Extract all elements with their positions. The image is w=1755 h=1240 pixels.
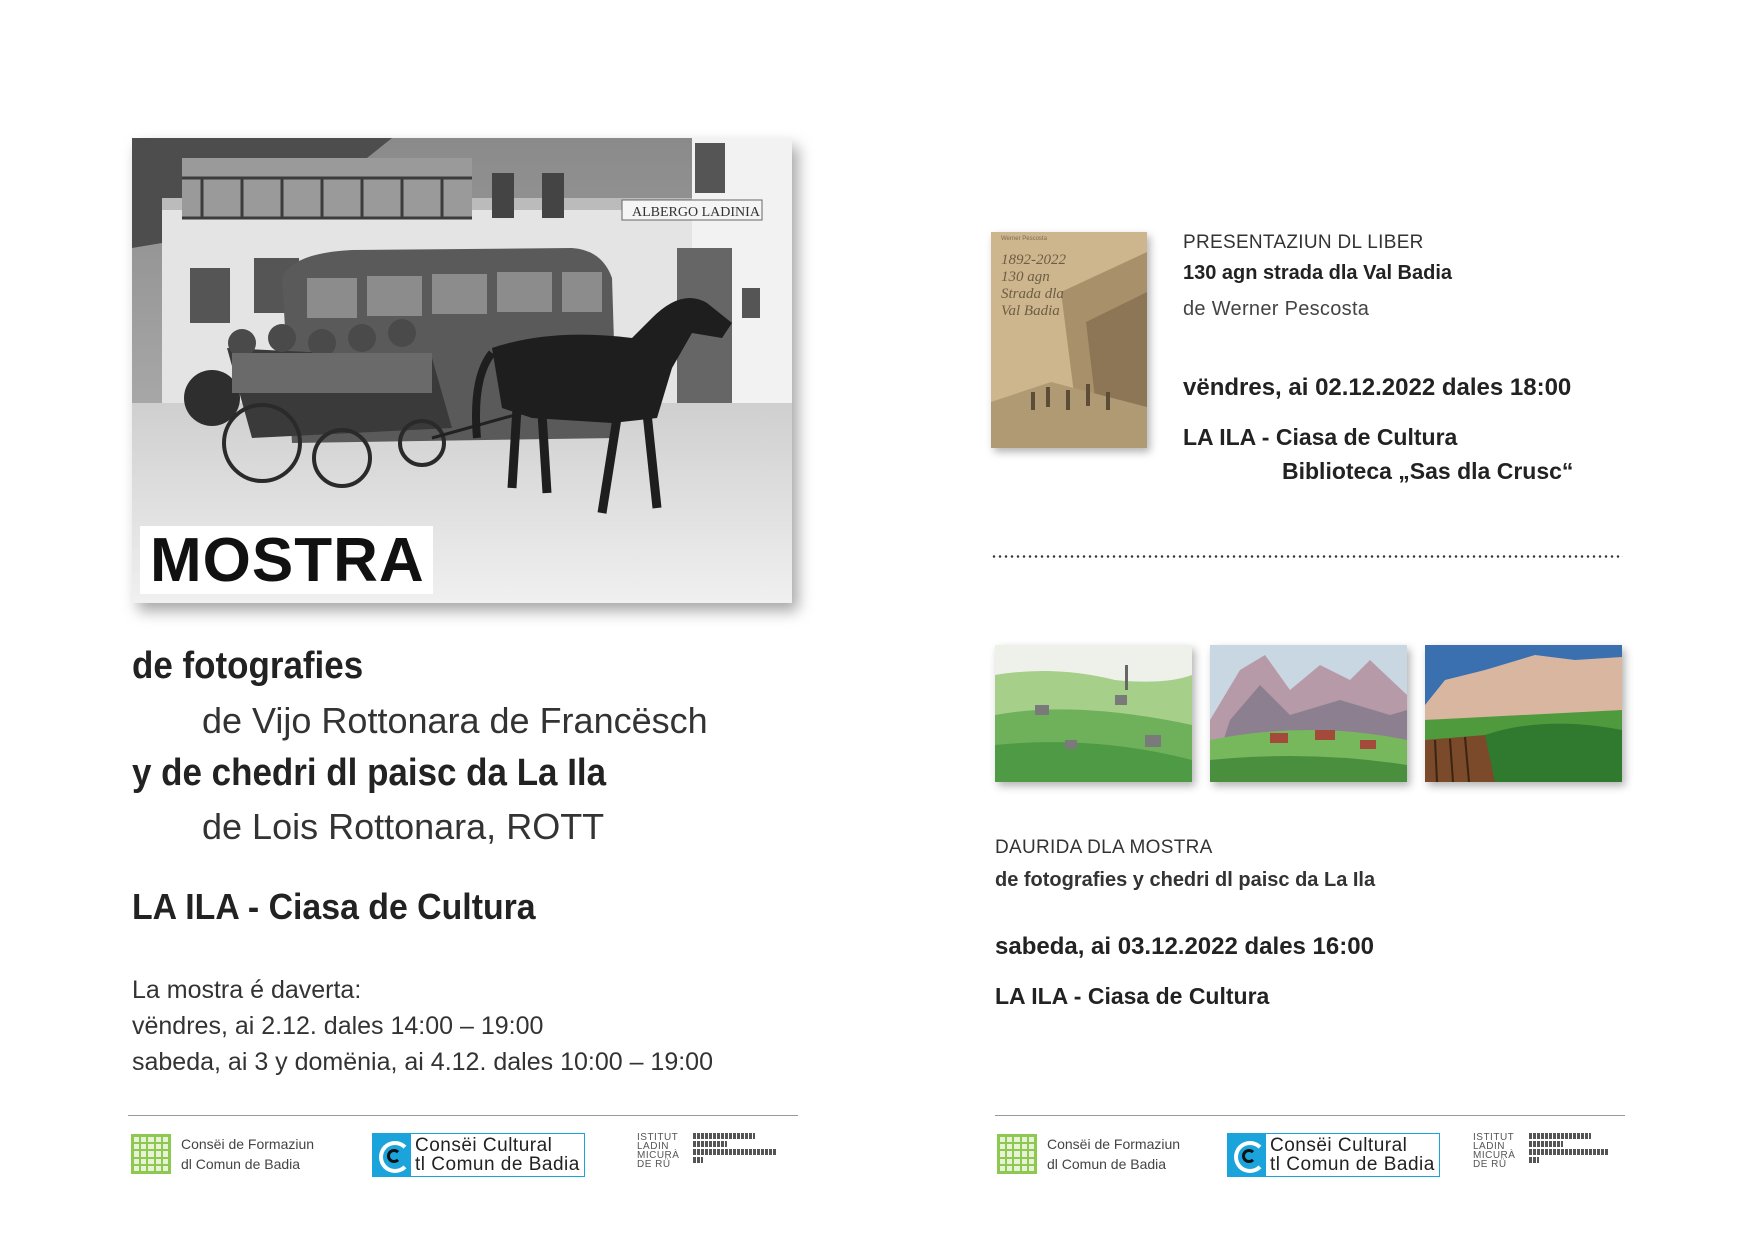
logo-cf-line1: Consëi de Formaziun xyxy=(1047,1136,1181,1152)
logo-cc-line2: tl Comun de Badia xyxy=(415,1154,580,1175)
left-footer-divider xyxy=(128,1115,798,1116)
book-author: de Werner Pescosta xyxy=(1183,298,1370,320)
book-cover-line3: Strada dla xyxy=(1001,286,1064,302)
logo-ist-line2: LADIN xyxy=(1473,1141,1505,1152)
logo-cf-line2: dl Comun de Badia xyxy=(181,1156,301,1172)
book-cover-line2: 130 agn xyxy=(1001,269,1050,285)
heading-photographs: de fotografies xyxy=(132,645,364,687)
logo-ist-line4: DE RÜ xyxy=(1473,1159,1507,1170)
exhibition-venue: LA ILA - Ciasa de Cultura xyxy=(132,886,536,927)
green-grid-icon xyxy=(997,1134,1037,1174)
logo-consei-cultural-right xyxy=(1227,1133,1440,1177)
opening-hours-intro: La mostra é daverta: xyxy=(132,976,362,1004)
opening-hours-line2: sabeda, ai 3 y domënia, ai 4.12. dales 10:00 – 19:00 xyxy=(132,1048,713,1076)
logo-consei-cultural-left xyxy=(372,1133,585,1177)
book-presentation-date: vëndres, ai 02.12.2022 dales 18:00 xyxy=(1183,374,1572,401)
book-cover-title xyxy=(1001,252,1066,320)
logo-consei-formaziun-right xyxy=(997,1134,1180,1174)
historic-photo xyxy=(132,138,792,603)
exhibition-opening-subtitle: de fotografies y chedri dl paisc da La Ila xyxy=(995,869,1376,891)
painting-1 xyxy=(995,645,1192,782)
green-grid-icon xyxy=(131,1134,171,1174)
consei-cultural-c-icon xyxy=(373,1134,411,1176)
painting-1-image xyxy=(995,645,1192,782)
book-cover-line1: 1892-2022 xyxy=(1001,252,1066,268)
photographer-credit: de Vijo Rottonara de Francësch xyxy=(202,700,708,741)
book-title: 130 agn strada dla Val Badia xyxy=(1183,262,1453,284)
painting-2 xyxy=(1210,645,1407,782)
exhibition-opening-venue: LA ILA - Ciasa de Cultura xyxy=(995,983,1270,1009)
logo-ist-line1: ISTITUT xyxy=(1473,1132,1515,1143)
book-cover-line4: Val Badia xyxy=(1001,303,1060,319)
painter-credit: de Lois Rottonara, ROTT xyxy=(202,806,605,847)
book-cover xyxy=(991,232,1147,448)
painting-3 xyxy=(1425,645,1622,782)
logo-cf-line2: dl Comun de Badia xyxy=(1047,1156,1167,1172)
opening-hours xyxy=(132,972,713,1080)
book-presentation-venue: LA ILA - Ciasa de Cultura xyxy=(1183,424,1458,450)
heading-paintings: y de chedri dl paisc da La Ila xyxy=(132,752,607,794)
mostra-tag: MOSTRA xyxy=(140,526,433,594)
painting-2-image xyxy=(1210,645,1407,782)
logo-cc-line2: tl Comun de Badia xyxy=(1270,1154,1435,1175)
exhibition-opening-label: DAURIDA DLA MOSTRA xyxy=(995,837,1213,858)
istitut-barcode-icon xyxy=(693,1133,777,1163)
logo-ist-line4: DE RÜ xyxy=(637,1159,671,1170)
opening-hours-line1: vëndres, ai 2.12. dales 14:00 – 19:00 xyxy=(132,1012,544,1040)
book-presentation-label: PRESENTAZIUN DL LIBER xyxy=(1183,232,1424,253)
logo-cc-line1: Consëi Cultural xyxy=(1270,1135,1408,1156)
logo-cf-line1: Consëi de Formaziun xyxy=(181,1136,315,1152)
dotted-separator xyxy=(991,555,1623,558)
exhibition-opening-date: sabeda, ai 03.12.2022 dales 16:00 xyxy=(995,933,1374,960)
logo-ist-line3: MICURÀ xyxy=(1473,1150,1516,1161)
book-cover-author: Werner Pescosta xyxy=(1001,236,1047,242)
logo-cc-line1: Consëi Cultural xyxy=(415,1135,553,1156)
logo-istitut-ladin-right xyxy=(1473,1133,1609,1169)
istitut-barcode-icon xyxy=(1529,1133,1609,1163)
logo-consei-formaziun-left xyxy=(131,1134,314,1174)
logo-istitut-ladin-left xyxy=(637,1133,777,1169)
photo-sign: ALBERGO LADINIA xyxy=(632,205,760,220)
painting-3-image xyxy=(1425,645,1622,782)
book-presentation-library: Biblioteca „Sas dla Crusc“ xyxy=(1282,458,1574,484)
logo-ist-line2: LADIN xyxy=(637,1141,669,1152)
logo-ist-line1: ISTITUT xyxy=(637,1132,679,1143)
consei-cultural-c-icon xyxy=(1228,1134,1266,1176)
right-footer-divider xyxy=(995,1115,1625,1116)
logo-ist-line3: MICURÀ xyxy=(637,1150,680,1161)
